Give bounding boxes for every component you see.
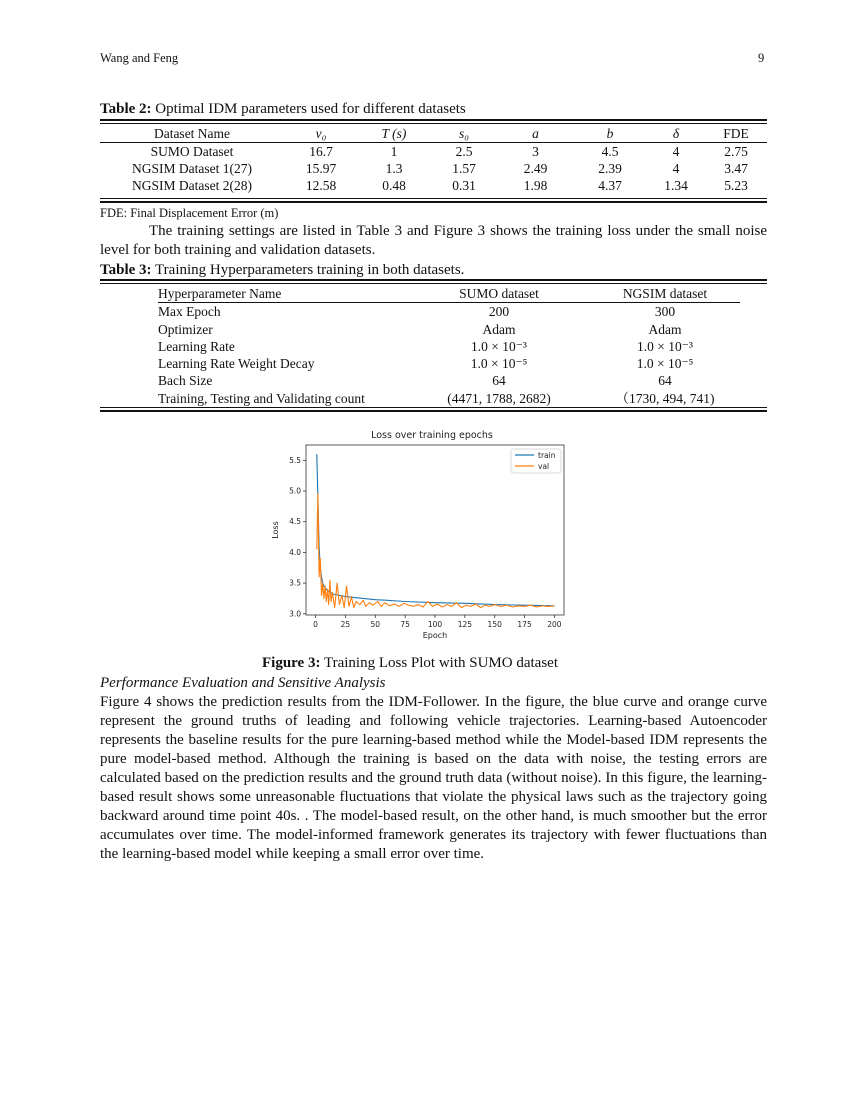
legend-label-train: train <box>538 451 556 460</box>
chart-xlabel: Epoch <box>422 631 448 640</box>
table3-title: Training Hyperparameters training in both datasets. <box>155 262 465 278</box>
intro-paragraph: The training settings are listed in Table 3 and Figure 3 shows the training loss under the small noise level for both training and validation datasets. <box>100 223 767 258</box>
table-cell: 3.47 <box>724 161 748 176</box>
y-tick-label: 5.0 <box>289 486 301 496</box>
figure3-caption <box>262 655 558 672</box>
table-row <box>158 303 740 321</box>
table3-top-rule-thin <box>100 283 767 284</box>
table2-col-b: b <box>606 126 614 141</box>
y-tick-label: 4.0 <box>289 547 301 557</box>
chart-ylabel: Loss <box>271 521 280 539</box>
table-row <box>100 143 767 161</box>
table3-caption <box>100 262 464 279</box>
table-cell: 1 <box>390 144 398 159</box>
table-cell: 2.49 <box>523 161 548 176</box>
table-cell: Learning Rate <box>158 338 235 354</box>
table-row <box>158 338 740 355</box>
table-cell: 64 <box>658 373 672 389</box>
table-cell: 1.0 × 10⁻⁵ <box>470 356 528 372</box>
table2-bottom-rule-thin <box>100 198 767 199</box>
legend-label-val: val <box>538 462 550 471</box>
table-cell: 2.5 <box>455 144 473 159</box>
table-cell: Adam <box>482 321 516 337</box>
page-number: 9 <box>758 51 765 65</box>
table-row <box>100 160 767 177</box>
table2-label: Table 2: <box>100 101 152 117</box>
loss-chart <box>262 424 582 646</box>
table-row <box>158 390 740 407</box>
table-cell: 4.37 <box>598 178 622 193</box>
table2-col-fde: FDE <box>723 126 749 141</box>
table2-col-T: T (s) <box>381 126 407 141</box>
table-cell: Learning Rate Weight Decay <box>158 356 315 372</box>
table-cell: 0.31 <box>452 178 476 193</box>
table3-col-hyperparameter: Hyperparameter Name <box>158 286 282 301</box>
x-tick-label: 200 <box>547 620 562 629</box>
x-tick-label: 75 <box>400 620 410 629</box>
table-cell: 1.98 <box>523 178 548 193</box>
x-tick-label: 0 <box>313 620 318 629</box>
table-cell: Bach Size <box>158 373 213 389</box>
table-cell: 300 <box>654 304 676 320</box>
running-header-authors: Wang and Feng <box>100 51 179 65</box>
table-cell: 15.97 <box>305 161 337 176</box>
figure3-label: Figure 3: <box>262 655 321 671</box>
y-tick-label: 5.5 <box>289 455 301 465</box>
table3-header-row <box>158 285 740 303</box>
table-cell: Max Epoch <box>158 304 221 320</box>
table-cell: Adam <box>648 321 682 337</box>
table-cell: Training, Testing and Validating count <box>158 390 365 406</box>
table2-top-rule <box>100 119 767 121</box>
table-cell: 200 <box>488 304 510 320</box>
table-cell: 2.39 <box>598 161 622 176</box>
x-tick-label: 175 <box>517 620 532 629</box>
table-cell: （1730, 494, 741) <box>615 390 715 406</box>
table-cell: 5.23 <box>724 178 748 193</box>
x-tick-label: 100 <box>427 620 443 629</box>
section-paragraph: Figure 4 shows the prediction results from the IDM-Follower. In the figure, the blue curve and orange curve represent the ground truths of leading and following vehicle trajectories. Learning-based Autoencoder represents the baseline results for the pure learning-based method while the Model-based IDM represents the pure model-based method. Although the training is based on the data with noise, the testing errors are calculated based on the prediction results and the ground truth data (without noise). In this figure, the learning-based result shows some unreasonable fluctuations that violate the physical laws such as the trajectory going backward around time point 40s. . The model-based result, on the other hand, is much smoother but the error accumulates over time. The model-informed framework generates its trajectory with fewer fluctuations than the learning-based model while keeping a small error over time. <box>100 694 767 862</box>
table-cell: 1.3 <box>385 161 403 176</box>
chart-legend <box>511 449 561 473</box>
table3-bottom-rule <box>100 410 767 412</box>
table3-label: Table 3: <box>100 262 152 278</box>
table2-col-delta: δ <box>672 126 680 141</box>
table-cell: 0.48 <box>382 178 406 193</box>
table2-col-a: a <box>532 126 539 141</box>
table-row <box>158 372 740 389</box>
table-cell: 1.0 × 10⁻⁵ <box>636 356 694 372</box>
table-row <box>158 321 740 338</box>
chart-title: Loss over training epochs <box>371 430 493 441</box>
table3-top-rule <box>100 279 767 281</box>
table-cell: 4.5 <box>601 144 619 159</box>
y-tick-label: 3.5 <box>289 578 301 588</box>
table-cell: NGSIM Dataset 2(28) <box>132 178 252 193</box>
table-cell: 16.7 <box>309 144 333 159</box>
table-cell: 3 <box>532 144 539 159</box>
table-cell: 64 <box>492 373 506 389</box>
table-row <box>158 355 740 372</box>
table-cell: (4471, 1788, 2682) <box>447 390 551 406</box>
table2-header-row <box>100 125 767 143</box>
x-tick-label: 25 <box>340 620 351 629</box>
table3-col-sumo: SUMO dataset <box>459 286 539 301</box>
table3-col-ngsim: NGSIM dataset <box>622 286 708 301</box>
table2-caption <box>100 101 466 118</box>
table-row <box>100 177 767 194</box>
table2-note: FDE: Final Displacement Error (m) <box>100 206 279 220</box>
x-tick-label: 150 <box>487 620 502 629</box>
x-tick-label: 125 <box>457 620 473 629</box>
table-cell: 1.57 <box>452 161 476 176</box>
section-heading: Performance Evaluation and Sensitive Analysis <box>100 675 386 691</box>
table2-col-s0: s₀ <box>459 126 469 141</box>
table2 <box>100 125 767 194</box>
table2-bottom-rule <box>100 201 767 203</box>
y-tick-label: 4.5 <box>289 517 301 527</box>
table2-col-dataset: Dataset Name <box>153 126 231 141</box>
table3-bottom-rule-thin <box>100 407 767 408</box>
table-cell: Optimizer <box>158 321 213 337</box>
table-cell: 4 <box>672 161 680 176</box>
table2-top-rule-thin <box>100 123 767 124</box>
table-cell: 2.75 <box>724 144 748 159</box>
table-cell: 1.34 <box>664 178 688 193</box>
table-cell: 1.0 × 10⁻³ <box>637 338 693 354</box>
table3 <box>158 285 740 407</box>
x-tick-label: 50 <box>370 620 381 629</box>
table-cell: 1.0 × 10⁻³ <box>471 338 527 354</box>
table-cell: 12.58 <box>305 178 337 193</box>
table2-col-v0: v₀ <box>315 126 327 141</box>
table-cell: 4 <box>672 144 680 159</box>
table2-title: Optimal IDM parameters used for different datasets <box>155 101 466 117</box>
table-cell: SUMO Dataset <box>150 144 234 159</box>
table-cell: NGSIM Dataset 1(27) <box>132 161 252 176</box>
figure3-caption-text: Training Loss Plot with SUMO dataset <box>323 655 558 671</box>
y-tick-label: 3.0 <box>289 609 301 619</box>
